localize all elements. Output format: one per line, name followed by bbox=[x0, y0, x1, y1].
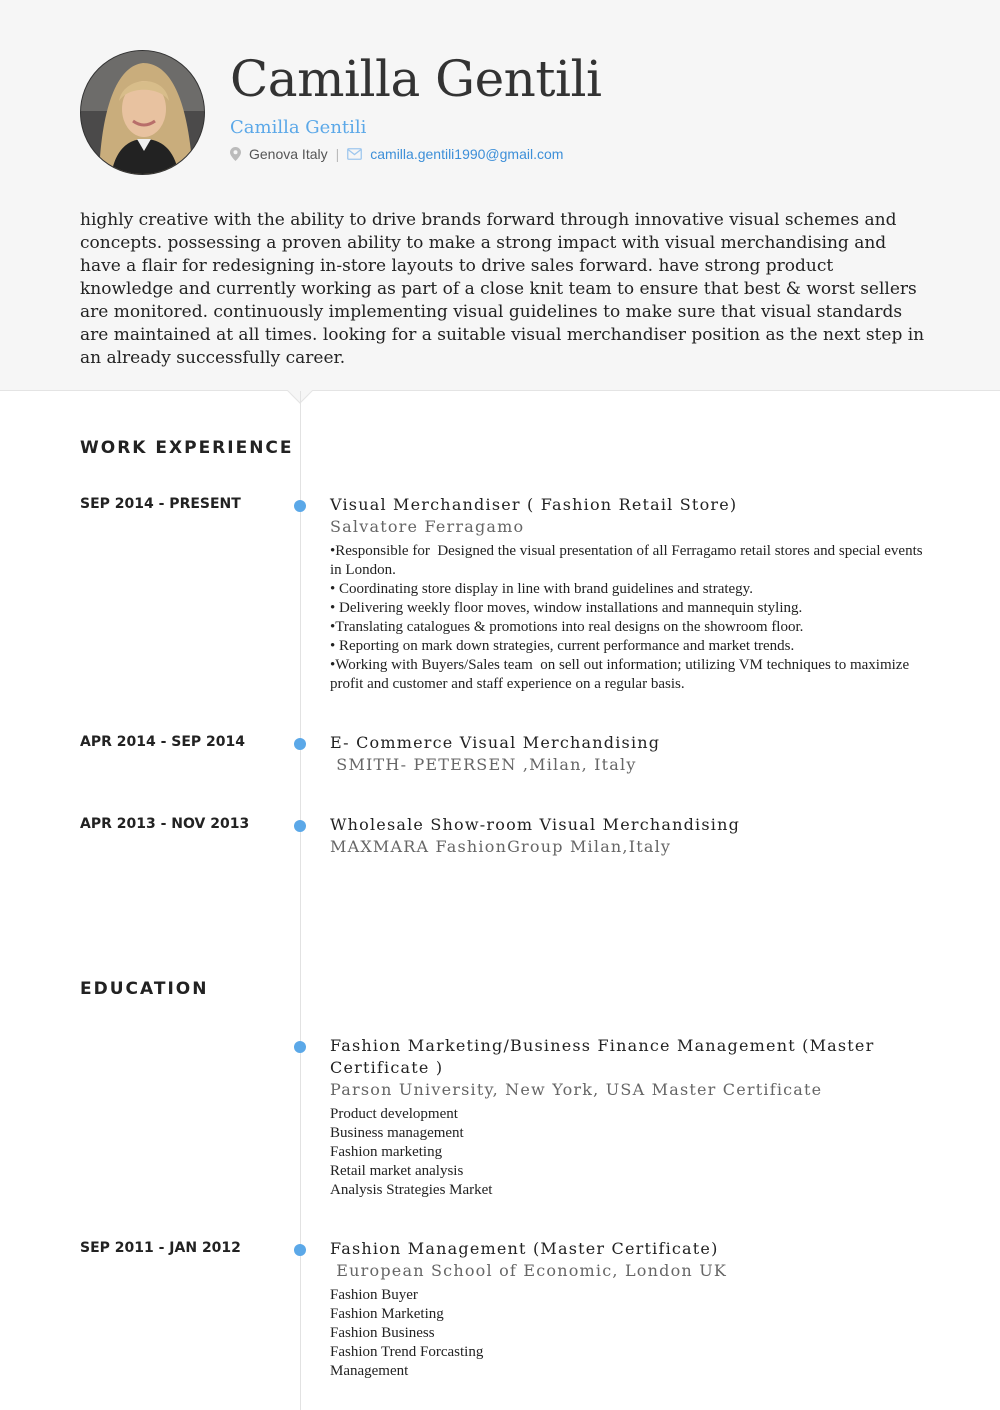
job-title: Wholesale Show-room Visual Merchandising bbox=[330, 815, 741, 834]
timeline-line bbox=[300, 391, 301, 1410]
work-experience-heading: WORK EXPERIENCE bbox=[80, 438, 294, 458]
course-item: Fashion Buyer bbox=[330, 1287, 418, 1303]
education-date: SEP 2011 - JAN 2012 bbox=[80, 1240, 241, 1256]
timeline-dot bbox=[294, 500, 306, 512]
course-item: Fashion marketing bbox=[330, 1144, 443, 1160]
course-list bbox=[330, 1286, 930, 1381]
job-title: E- Commerce Visual Merchandising bbox=[330, 733, 661, 752]
contact-line bbox=[230, 146, 563, 162]
avatar-portrait bbox=[81, 51, 205, 175]
degree-title: Fashion Marketing/Business Finance Management (Master Certificate ) bbox=[330, 1036, 875, 1077]
course-item: Retail market analysis bbox=[330, 1163, 464, 1179]
course-item: Fashion Marketing bbox=[330, 1306, 444, 1322]
description-line: •Translating catalogues & promotions into real designs on the showroom floor. bbox=[330, 619, 804, 635]
description-line: • Reporting on mark down strategies, current performance and market trends. bbox=[330, 638, 795, 654]
contact-separator: | bbox=[335, 146, 340, 162]
school-name: Parson University, New York, USA Master Certificate bbox=[330, 1080, 823, 1099]
company-name: Salvatore Ferragamo bbox=[330, 517, 525, 536]
candidate-name: Camilla Gentili bbox=[230, 50, 602, 108]
summary-text: highly creative with the ability to drive brands forward through innovative visual schemes and concepts. possessing a proven ability to make a strong impact with visual merchandising and have a flair for redesigning in-store layouts to drive sales forward. have strong product knowledge and currently working as part of a close knit team to ensure that best & worst sellers are monitored. continuously implementing visual guidelines to make sure that visual standards are maintained at all times. looking for a suitable visual merchandiser position as the next step in an already successfully career. bbox=[80, 210, 925, 368]
work-entry bbox=[330, 494, 930, 694]
timeline-dot bbox=[294, 1041, 306, 1053]
description-line: • Coordinating store display in line with brand guidelines and strategy. bbox=[330, 581, 753, 597]
school-name: European School of Economic, London UK bbox=[330, 1261, 728, 1280]
email-link[interactable]: camilla.gentili1990@gmail.com bbox=[370, 146, 564, 162]
description-line: •Working with Buyers/Sales team on sell out information; utilizing VM techniques to maximize profit and customer and staff experience on a regular basis. bbox=[330, 657, 913, 692]
job-description bbox=[330, 542, 930, 694]
timeline-dot bbox=[294, 1244, 306, 1256]
candidate-subtitle: Camilla Gentili bbox=[230, 117, 367, 138]
company-name: MAXMARA FashionGroup Milan,Italy bbox=[330, 837, 672, 856]
work-date: APR 2014 - SEP 2014 bbox=[80, 734, 246, 750]
timeline-dot bbox=[294, 738, 306, 750]
work-entry bbox=[330, 732, 930, 776]
course-item: Fashion Business bbox=[330, 1325, 435, 1341]
course-item: Management bbox=[330, 1363, 409, 1379]
course-item: Product development bbox=[330, 1106, 458, 1122]
timeline-dot bbox=[294, 820, 306, 832]
course-item: Analysis Strategies Market bbox=[330, 1182, 493, 1198]
degree-title: Fashion Management (Master Certificate) bbox=[330, 1239, 719, 1258]
map-pin-icon bbox=[230, 147, 241, 161]
course-list bbox=[330, 1105, 930, 1200]
course-item: Fashion Trend Forcasting bbox=[330, 1344, 484, 1360]
work-date: SEP 2014 - PRESENT bbox=[80, 496, 241, 512]
envelope-icon bbox=[347, 148, 362, 160]
work-date: APR 2013 - NOV 2013 bbox=[80, 816, 250, 832]
job-title: Visual Merchandiser ( Fashion Retail Store) bbox=[330, 495, 738, 514]
description-line: • Delivering weekly floor moves, window installations and mannequin styling. bbox=[330, 600, 803, 616]
description-line: •Responsible for Designed the visual presentation of all Ferragamo retail stores and special events in London. bbox=[330, 543, 927, 578]
education-heading: EDUCATION bbox=[80, 979, 209, 999]
location-text: Genova Italy bbox=[249, 146, 328, 162]
education-entry bbox=[330, 1238, 930, 1381]
education-entry bbox=[330, 1035, 930, 1200]
course-item: Business management bbox=[330, 1125, 464, 1141]
company-name: SMITH- PETERSEN ,Milan, Italy bbox=[330, 755, 637, 774]
avatar bbox=[80, 50, 205, 175]
work-entry bbox=[330, 814, 930, 858]
